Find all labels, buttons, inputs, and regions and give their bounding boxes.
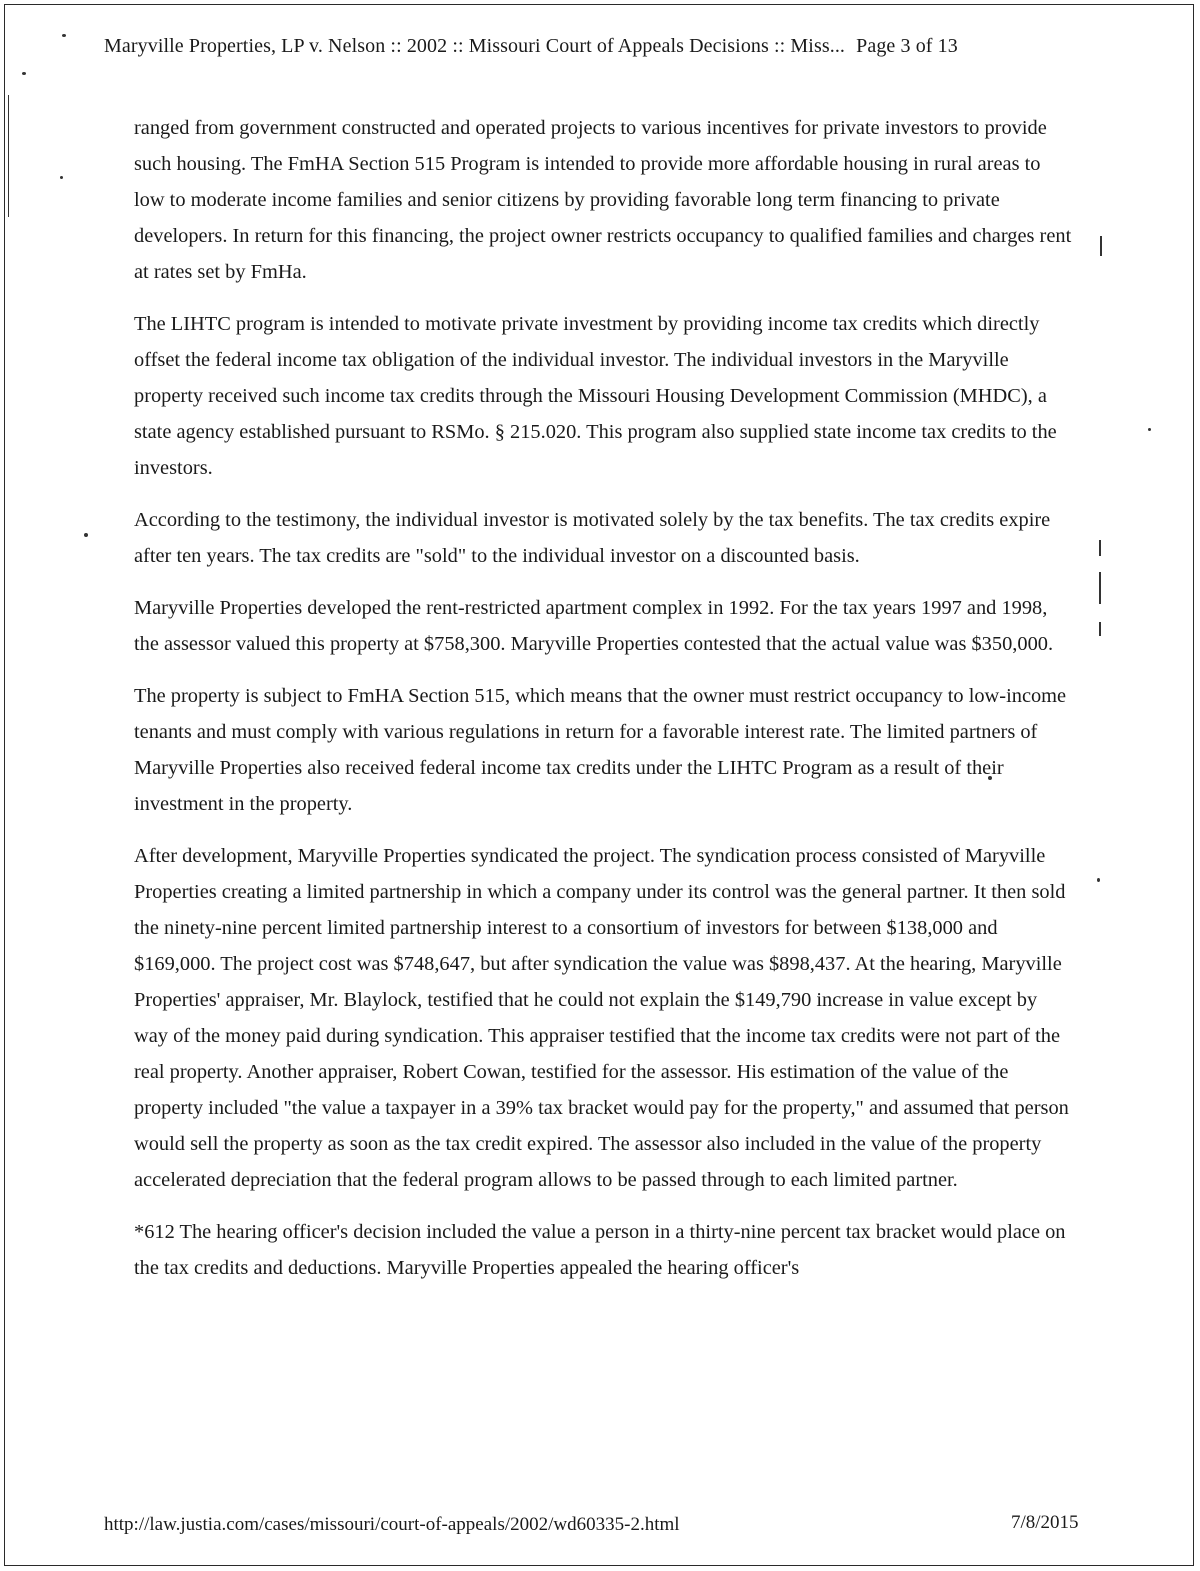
page-indicator: Page 3 of 13 xyxy=(856,35,958,57)
scan-mark xyxy=(1099,540,1101,556)
print-date: 7/8/2015 xyxy=(1011,1512,1079,1533)
source-url: http://law.justia.com/cases/missouri/court-of-appeals/2002/wd60335-2.html xyxy=(104,1514,680,1535)
scan-mark xyxy=(1099,572,1101,604)
document-title: Maryville Properties, LP v. Nelson :: 2002 :: Missouri Court of Appeals Decisions :: Miss... xyxy=(104,35,846,57)
scan-speck xyxy=(84,533,88,537)
page-header xyxy=(104,35,958,58)
paragraph: *612 The hearing officer's decision included the value a person in a thirty-nine percent tax bracket would place on the tax credits and deductions. Maryville Properties appealed the hearing officer's xyxy=(134,1221,1066,1279)
scan-speck xyxy=(1097,878,1100,882)
paragraph: ranged from government constructed and operated projects to various incentives for private investors to provide such housing. The FmHA Section 515 Program is intended to provide more affordable housing in rural areas to low to moderate income families and senior citizens by providing favorable long term financing to private developers. In return for this financing, the project owner restricts occupancy to qualified families and charges rent at rates set by FmHa. xyxy=(134,117,1072,283)
scan-speck xyxy=(22,72,26,75)
scan-speck xyxy=(60,176,63,179)
scan-mark xyxy=(1100,236,1102,256)
paragraph: According to the testimony, the individual investor is motivated solely by the tax benefits. The tax credits expire after ten years. The tax credits are "sold" to the individual investor on a discounted basis. xyxy=(134,509,1051,567)
paragraph: After development, Maryville Properties syndicated the project. The syndication process consisted of Maryville Properties creating a limited partnership in which a company under its control was the general partner. It then sold the ninety-nine percent limited partnership interest to a consortium of investors for between $138,000 and $169,000. The project cost was $748,647, but after syndication the value was $898,437. At the hearing, Maryville Properties' appraiser, Mr. Blaylock, testified that he could not explain the $149,790 increase in value except by way of the money paid during syndication. This appraiser testified that the income tax credits were not part of the real property. Another appraiser, Robert Cowan, testified for the assessor. His estimation of the value of the property included "the value a taxpayer in a 39% tax bracket would pay for the property," and assumed that person would sell the property as soon as the tax credit expired. The assessor also included in the value of the property accelerated depreciation that the federal program allows to be passed through to each limited partner. xyxy=(134,845,1069,1191)
paragraph: The property is subject to FmHA Section 515, which means that the owner must restrict occupancy to low-income tenants and must comply with various regulations in return for a favorable interest rate. The limited partners of Maryville Properties also received federal income tax credits under the LIHTC Program as a result of their investment in the property. xyxy=(134,685,1067,815)
opinion-body xyxy=(134,110,1074,1302)
scan-margin-line xyxy=(8,95,9,217)
scan-speck xyxy=(62,34,66,37)
paragraph: Maryville Properties developed the rent-restricted apartment complex in 1992. For the tax years 1997 and 1998, the assessor valued this property at $758,300. Maryville Properties contested that the actual value was $350,000. xyxy=(134,597,1054,655)
scan-mark xyxy=(1099,622,1101,636)
paragraph: The LIHTC program is intended to motivate private investment by providing income tax credits which directly offset the federal income tax obligation of the individual investor. The individual investors in the Maryville property received such income tax credits through the Missouri Housing Development Commission (MHDC), a state agency established pursuant to RSMo. § 215.020. This program also supplied state income tax credits to the investors. xyxy=(134,313,1057,479)
scan-speck xyxy=(1148,428,1151,431)
